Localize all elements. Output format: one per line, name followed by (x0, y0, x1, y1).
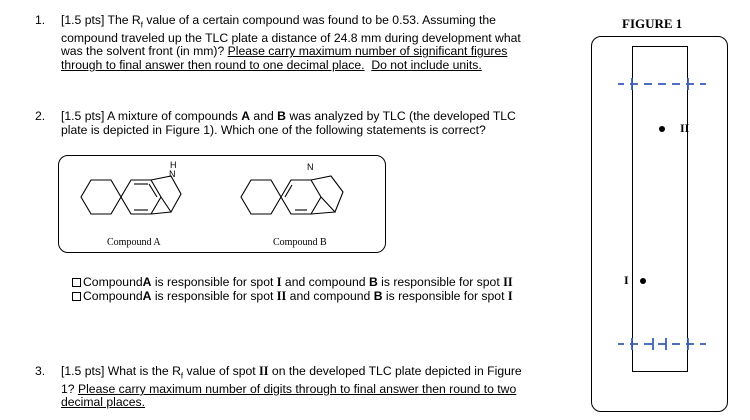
spot-ii-label: II (680, 121, 690, 135)
question-3-line-2: 1? Please carry maximum number of digits through to final answer then round to two (61, 381, 517, 396)
nh-nitrogen-label: N (169, 169, 176, 179)
option-1-checkbox[interactable] (72, 278, 81, 287)
compound-a-caption: Compound A (107, 237, 161, 248)
question-1-number: 1. (35, 13, 46, 27)
question-1-points: [1.5 pts] (61, 13, 105, 27)
spot-ii-dot (659, 126, 665, 132)
figure-title: FIGURE 1 (622, 16, 683, 31)
units-instruction: Do not include units. (371, 57, 482, 72)
question-3-line-1: [1.5 pts] What is the $R_f$ value of spot II on the developed TLC plate depicted in Figure (61, 364, 522, 381)
compound-a-structure (81, 176, 181, 214)
sigfig-instruction: Please carry maximum number of significant figures (227, 44, 508, 59)
question-1-line-2: compound traveled up the TLC plate a distance of 24.8 mm during development what (61, 30, 521, 45)
question-3-line-3: decimal places. (61, 395, 145, 410)
question-3-number: 3. (35, 364, 46, 378)
tlc-plate (632, 46, 688, 372)
nh-hydrogen-label: H (170, 160, 177, 170)
structures-panel (58, 155, 386, 253)
spot-i-label: I (624, 273, 629, 287)
option-2-checkbox[interactable] (72, 292, 81, 301)
option-2[interactable]: Compound A is responsible for spot II and compound B is responsible for spot I (72, 290, 513, 304)
spot-i-dot (640, 278, 646, 284)
compound-b-caption: Compound B (273, 237, 327, 248)
question-1-line-1: [1.5 pts] The $R_f$ value of a certain compound was found to be 0.53. Assuming the (61, 13, 496, 30)
question-1-line-3: was the solvent front (in mm)? Please carry maximum number of significant figures (61, 44, 508, 59)
compound-b-structure (241, 176, 343, 214)
question-2-number: 2. (35, 109, 46, 123)
option-1[interactable]: Compound A is responsible for spot I and compound B is responsible for spot II (72, 276, 513, 290)
question-2-line-2: plate is depicted in Figure 1). Which one of the following statements is correct? (61, 122, 486, 137)
pyridine-nitrogen-label: N (307, 162, 314, 172)
question-1-line-4: through to final answer then round to one decimal place. Do not include units. (61, 57, 482, 72)
question-2-line-1: [1.5 pts] A mixture of compounds A and B was analyzed by TLC (the developed TLC (61, 109, 516, 123)
